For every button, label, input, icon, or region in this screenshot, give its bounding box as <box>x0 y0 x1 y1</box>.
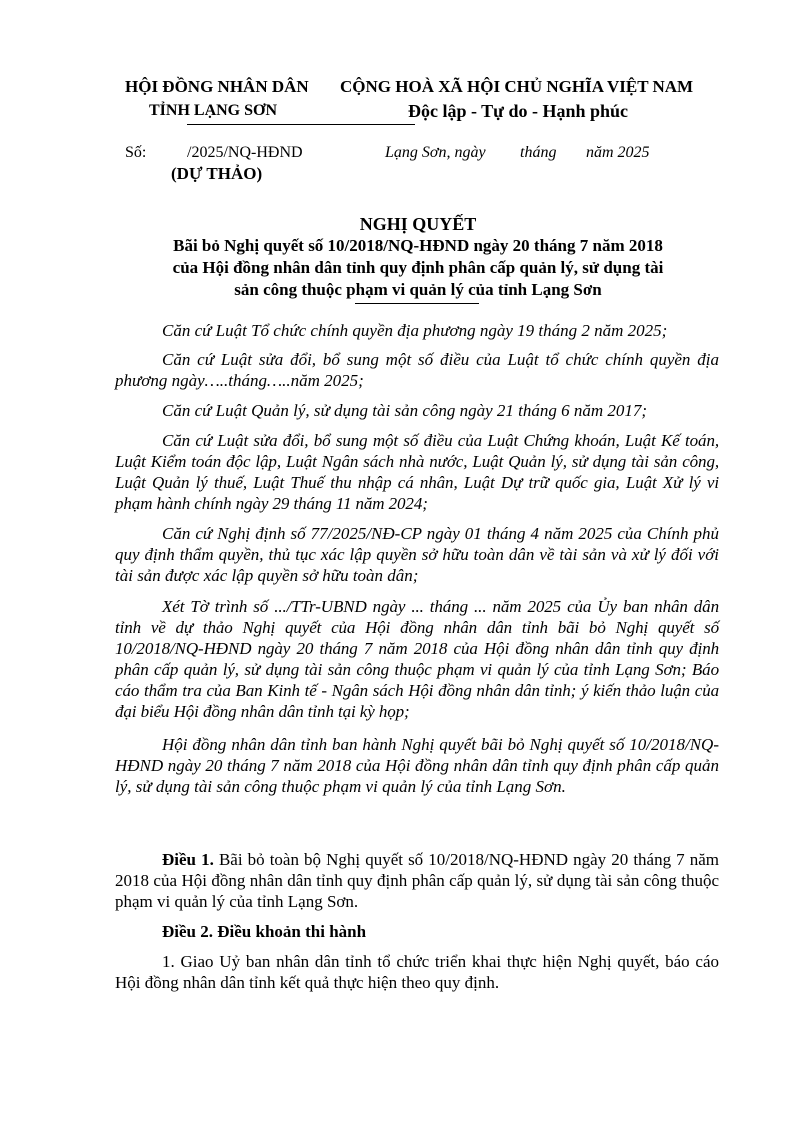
country-name: CỘNG HOÀ XÃ HỘI CHỦ NGHĨA VIỆT NAM <box>340 77 694 96</box>
header-underline <box>187 124 415 125</box>
preamble-basis-3: Căn cứ Luật Quản lý, sử dụng tài sản công ngày 21 tháng 6 năm 2017; <box>162 401 648 420</box>
council-name: HỘI ĐỒNG NHÂN DÂN <box>125 77 309 96</box>
document-title: NGHỊ QUYẾT <box>359 214 477 234</box>
article-1 <box>115 849 719 912</box>
document-number: /2025/NQ-HĐND <box>187 144 303 161</box>
document-number-label: Số: <box>125 144 147 161</box>
preamble-basis-5: Căn cứ Nghị định số 77/2025/NĐ-CP ngày 01 tháng 4 năm 2025 của Chính phủ quy định thẩm quyền, thủ tục xác lập quyền sở hữu toàn dân về tài sản và xử lý đối với tài sản được xác lập quyền sở hữu toàn dân; <box>115 524 719 585</box>
preamble-basis-4: Căn cứ Luật sửa đổi, bổ sung một số điều của Luật Chứng khoán, Luật Kế toán, Luật Kiểm toán độc lập, Luật Ngân sách nhà nước, Luật Quản lý, sử dụng tài sản công, Luật Quản lý thuế, Luật Thuế thu nhập cá nhân, Luật Dự trữ quốc gia, Luật Xử lý vi phạm hành chính ngày 29 tháng 11 năm 2024; <box>115 431 719 513</box>
article-2-item-1: 1. Giao Uỷ ban nhân dân tỉnh tổ chức triển khai thực hiện Nghị quyết, báo cáo Hội đồng nhân dân tỉnh kết quả thực hiện theo quy định. <box>115 952 719 992</box>
article-1-text: Bãi bỏ toàn bộ Nghị quyết số 10/2018/NQ-HĐND ngày 20 tháng 7 năm 2018 của Hội đồng nhân dân tỉnh quy định phân cấp quản lý, sử dụng tài sản công thuộc phạm vi quản lý của tỉnh Lạng Sơn. <box>115 850 720 911</box>
title-line-3: sản công thuộc phạm vi quản lý của tỉnh Lạng Sơn <box>234 280 602 299</box>
preamble-enactment: Hội đồng nhân dân tỉnh ban hành Nghị quyết bãi bỏ Nghị quyết số 10/2018/NQ-HĐND ngày 20 tháng 7 năm 2018 của Hội đồng nhân dân tỉnh quy định phân cấp quản lý, sử dụng tài sản công thuộc phạm vi quản lý của tỉnh Lạng Sơn. <box>115 735 719 796</box>
article-1-label: Điều 1. <box>162 850 214 869</box>
preamble-basis-2: Căn cứ Luật sửa đổi, bổ sung một số điều của Luật tổ chức chính quyền địa phương ngày…..tháng…..năm 2025; <box>115 350 719 390</box>
preamble-consideration: Xét Tờ trình số .../TTr-UBND ngày ... tháng ... năm 2025 của Ủy ban nhân dân tỉnh về dự thảo Nghị quyết của Hội đồng nhân dân tỉnh bãi bỏ Nghị quyết số 10/2018/NQ-HĐND ngày 20 tháng 7 năm 2018 của Hội đồng nhân dân tỉnh quy định phân cấp quản lý, sử dụng tài sản công thuộc phạm vi quản lý của tỉnh Lạng Sơn; Báo cáo thẩm tra của Ban Kinh tế - Ngân sách Hội đồng nhân dân tỉnh; ý kiến thảo luận của đại biểu Hội đồng nhân dân tỉnh tại kỳ họp; <box>115 597 719 721</box>
title-line-2: của Hội đồng nhân dân tỉnh quy định phân cấp quản lý, sử dụng tài <box>172 258 664 277</box>
article-2-heading: Điều 2. Điều khoản thi hành <box>162 922 367 941</box>
draft-label: (DỰ THẢO) <box>171 164 263 183</box>
date-month: tháng <box>520 144 557 161</box>
date-year: năm 2025 <box>586 144 650 161</box>
preamble-basis-1: Căn cứ Luật Tổ chức chính quyền địa phương ngày 19 tháng 2 năm 2025; <box>162 321 668 340</box>
place-date: Lạng Sơn, ngày <box>385 144 486 161</box>
province-name: TỈNH LẠNG SƠN <box>149 102 278 119</box>
title-line-1: Bãi bỏ Nghị quyết số 10/2018/NQ-HĐND ngày 20 tháng 7 năm 2018 <box>173 236 663 255</box>
national-motto: Độc lập - Tự do - Hạnh phúc <box>408 101 629 121</box>
title-underline <box>355 303 479 304</box>
